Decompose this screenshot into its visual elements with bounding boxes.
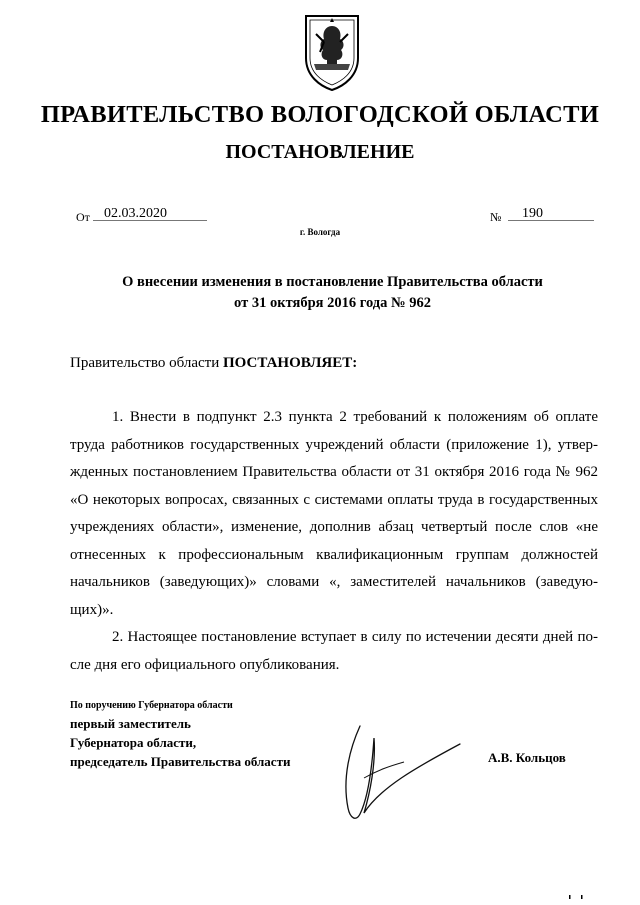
number-label: № — [490, 210, 502, 224]
page-corner-mark-icon — [569, 894, 585, 900]
signatory-name: А.В. Кольцов — [488, 750, 566, 765]
preamble — [70, 355, 357, 372]
position-line-2: Губернатора области, — [70, 735, 197, 750]
signatory-position — [70, 714, 290, 771]
document-subject — [70, 272, 595, 314]
subject-line-1: О внесении изменения в постановление Правительства области — [122, 274, 543, 290]
document-type-title: ПОСТАНОВЛЕНИЕ — [225, 141, 415, 163]
date-label: От — [76, 210, 90, 224]
position-line-3: председатель Правительства области — [70, 754, 291, 769]
preamble-emphasis: ПОСТАНОВЛЯЕТ: — [222, 355, 358, 371]
subject-line-2: от 31 октября 2016 года № 962 — [234, 295, 431, 311]
position-line-1: первый заместитель — [70, 716, 191, 731]
document-body — [70, 404, 598, 679]
number-underline — [508, 220, 594, 221]
document-number: 190 — [522, 206, 543, 221]
preamble-text: Правительство области — [70, 355, 223, 371]
paragraph-1: 1. Внести в подпункт 2.3 пункта 2 требований к положениям об оплате труда работников государственных учреждений области (приложение 1), утвержденных постановлением Правительства области от 31 октября 2016 года № 962 «О некоторых вопросах, связанных с системами оплаты труда в государственных учреждениях области», изменение, дополнив абзац четвертый после слов «не отнесенных к профессиональным квалификационным группам должностей начальников (заведующих)» словами «, заместителей начальников (заведующих)». — [70, 409, 598, 618]
coat-of-arms-icon — [302, 12, 362, 92]
paragraph-2: 2. Настоящее постановление вступает в силу по истечении десяти дней после дня его официального опубликования. — [70, 629, 598, 673]
city: г. Вологда — [299, 227, 341, 237]
document-date: 02.03.2020 — [104, 206, 167, 221]
handwritten-signature-icon — [320, 718, 480, 828]
government-title: ПРАВИТЕЛЬСТВО ВОЛОГОДСКОЙ ОБЛАСТИ — [40, 101, 600, 128]
signature-note: По поручению Губернатора области — [70, 700, 233, 711]
